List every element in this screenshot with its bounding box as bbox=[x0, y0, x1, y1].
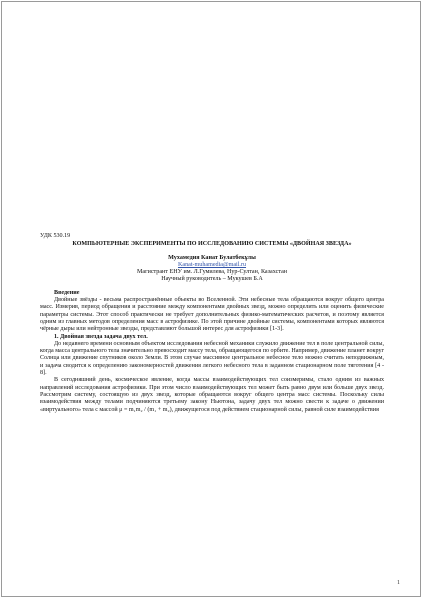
author-affiliation: Магистрант ЕНУ им. Л.Гумилева, Нур-Султан, Казахстан bbox=[136, 269, 288, 276]
scientific-supervisor: Научный руководитель – Мукушев Б.А bbox=[161, 276, 263, 283]
section-heading-intro: Введение bbox=[54, 289, 80, 296]
paper-title: КОМПЬЮТЕРНЫЕ ЭКСПЕРИМЕНТЫ ПО ИССЛЕДОВАНИЮ СИСТЕМЫ «ДВОЙНАЯ ЗВЕЗДА» bbox=[72, 241, 352, 248]
section1-paragraph-2: В сегодняшний день, космическое явление, когда массы взаимодействующих тел соизмеримы, стало одним из важных направлений исследования астрофизики. При этом число взаимодействующих тел может быть равно двум или больше двух звезд. Рассмотрим систему, состоящую из двух звезд, которые обращаются вокруг общего центра масс системы. Поскольку силы взаимодействия между телами подчиняются третьему закону Ньютона, задачу двух тел можно свести к задаче о движении «виртуального» тела с массой μ = m₁m₂ / (m₁ + m₂), движущегося под действием стационарной силы, равной силе взаимодействия bbox=[40, 377, 384, 413]
intro-paragraph: Двойные звёзды - весьма распространённые объекты во Вселенной. Эти небесные тела обращаются вокруг общего центра масс. Измерив, период обращения и расстояние между компонентами двойных звезд, можно определить или оценить физические параметры системы. Этот способ практически не требует дополнительных физико-математических расчетов, и поэтому является одним из главных методов определения масс в астрофизике. По этой причине двойные системы, компонентами которых являются чёрные дыры или нейтронные звезды, представляют большой интерес для астрофизики [1-3]. bbox=[40, 297, 384, 333]
author-name: Мухамедия Канат Булатбекұлы bbox=[168, 254, 256, 261]
author-email-link[interactable]: Kanat-muhamedia@mail.ru bbox=[177, 261, 247, 268]
section1-paragraph-1: До недавнего времени основным объектом исследования небесной механики служило движение тел в поле центральной силы, когда масса центрального тела значительно превосходит массу тела, обращающегося по орбите. Например, движение планет вокруг Солнца или движение спутников около Земли. В этом случае массивное центральное небесное тело можно считать неподвижным, и задача сводится к определению закономерностей движения легкого небесного тела в заданном стационарном поле тяготения [4 - 8]. bbox=[40, 340, 384, 377]
page-number: 1 bbox=[397, 580, 400, 586]
udk-code: УДК 530.19 bbox=[40, 233, 71, 239]
section-heading-1: 1. Двойная звезда задача двух тел. bbox=[54, 333, 148, 340]
document-body bbox=[40, 233, 384, 414]
